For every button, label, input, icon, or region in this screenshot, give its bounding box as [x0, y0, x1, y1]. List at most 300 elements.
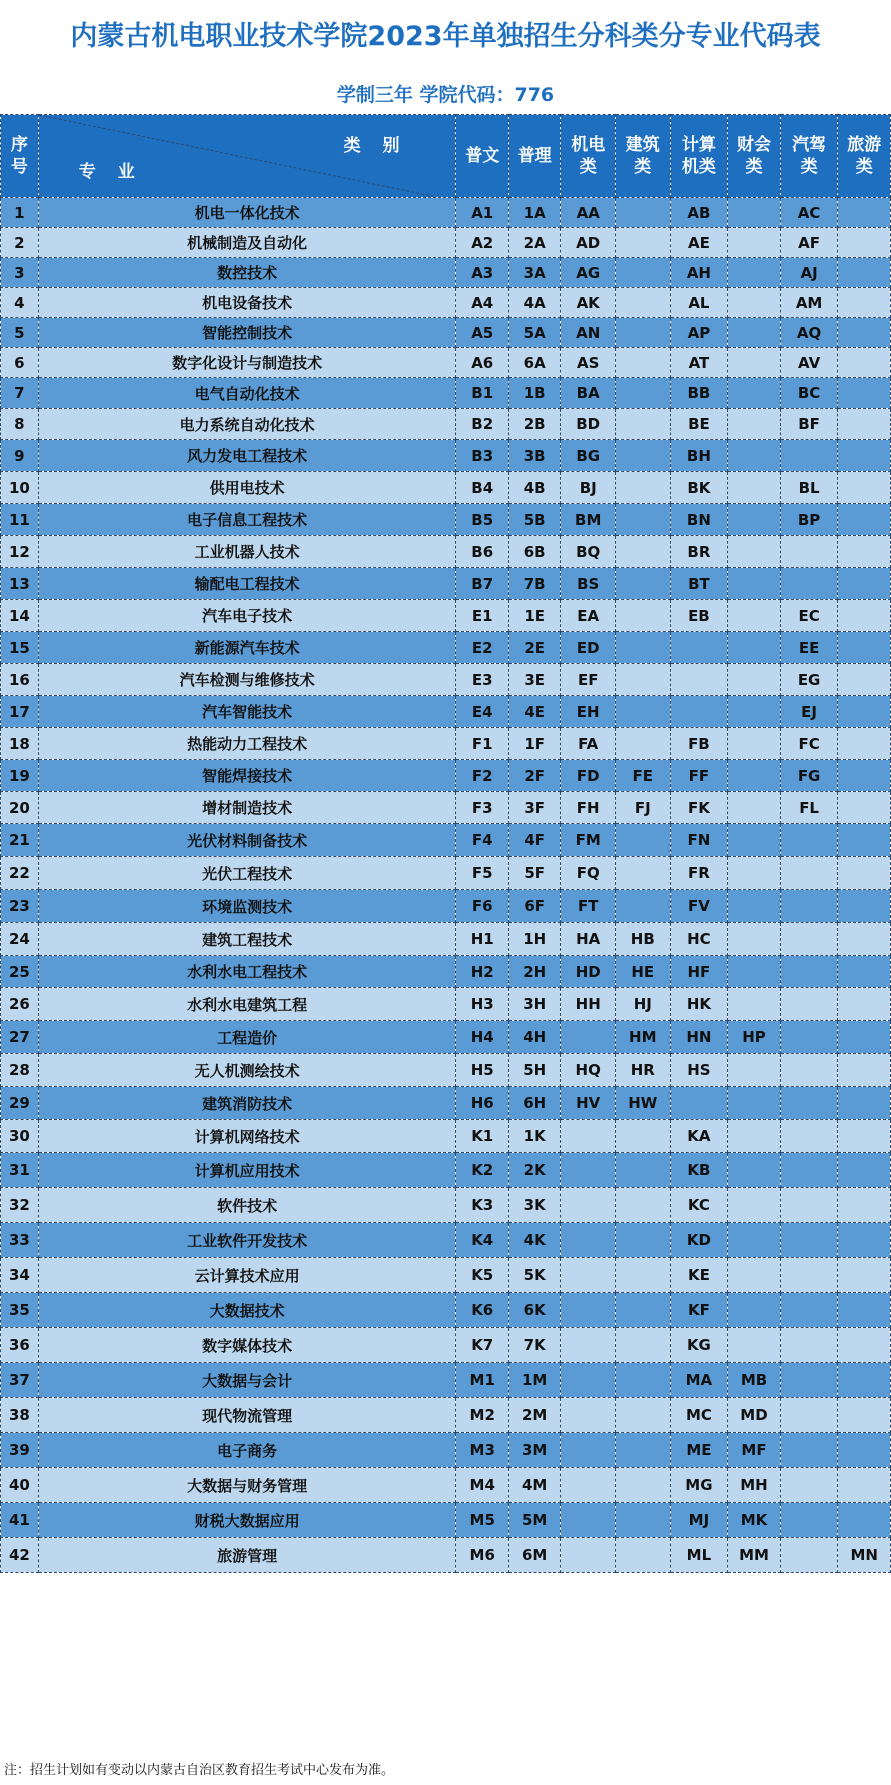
- code-cell: [561, 1328, 616, 1363]
- code-cell: [615, 664, 670, 696]
- row-number: 27: [1, 1021, 39, 1054]
- row-number: 37: [1, 1363, 39, 1398]
- code-cell: M1: [456, 1363, 508, 1398]
- code-cell: [670, 632, 728, 664]
- code-cell: [561, 1223, 616, 1258]
- code-cell: BA: [561, 378, 616, 409]
- row-number: 9: [1, 440, 39, 472]
- code-cell: [728, 536, 780, 568]
- code-cell: [728, 228, 780, 258]
- major-name: 计算机应用技术: [38, 1153, 456, 1188]
- code-cell: BJ: [561, 472, 616, 504]
- code-cell: [838, 956, 891, 988]
- code-cell: 1A: [508, 198, 560, 228]
- code-cell: [615, 409, 670, 440]
- code-cell: [728, 890, 780, 923]
- row-number: 8: [1, 409, 39, 440]
- code-cell: K5: [456, 1258, 508, 1293]
- code-cell: EC: [780, 600, 838, 632]
- code-cell: [838, 760, 891, 792]
- code-cell: H5: [456, 1054, 508, 1087]
- code-cell: [670, 1087, 728, 1120]
- code-cell: [780, 956, 838, 988]
- code-cell: AC: [780, 198, 838, 228]
- code-cell: [728, 696, 780, 728]
- code-cell: EA: [561, 600, 616, 632]
- code-cell: [838, 536, 891, 568]
- table-row: [1, 824, 891, 857]
- code-cell: 4K: [508, 1223, 560, 1258]
- code-cell: A1: [456, 198, 508, 228]
- code-cell: H3: [456, 988, 508, 1021]
- code-cell: [615, 890, 670, 923]
- code-cell: AQ: [780, 318, 838, 348]
- header-col-7: 旅游 类: [838, 115, 891, 198]
- code-cell: [728, 409, 780, 440]
- code-cell: [561, 1468, 616, 1503]
- code-cell: [838, 890, 891, 923]
- table-row: [1, 258, 891, 288]
- code-cell: KA: [670, 1120, 728, 1153]
- row-number: 20: [1, 792, 39, 824]
- code-cell: [728, 1258, 780, 1293]
- row-number: 21: [1, 824, 39, 857]
- code-cell: [615, 536, 670, 568]
- header-col-4: 计算 机类: [670, 115, 728, 198]
- table-row: [1, 696, 891, 728]
- code-cell: BP: [780, 504, 838, 536]
- table-row: [1, 1433, 891, 1468]
- major-name: 电力系统自动化技术: [38, 409, 456, 440]
- row-number: 39: [1, 1433, 39, 1468]
- code-cell: [728, 1087, 780, 1120]
- code-cell: [838, 198, 891, 228]
- code-cell: 5M: [508, 1503, 560, 1538]
- code-cell: [838, 1258, 891, 1293]
- row-number: 12: [1, 536, 39, 568]
- code-cell: [561, 1433, 616, 1468]
- code-cell: [728, 1223, 780, 1258]
- code-cell: EH: [561, 696, 616, 728]
- row-number: 10: [1, 472, 39, 504]
- code-cell: HV: [561, 1087, 616, 1120]
- code-cell: [615, 198, 670, 228]
- code-cell: [728, 378, 780, 409]
- row-number: 38: [1, 1398, 39, 1433]
- code-cell: 6A: [508, 348, 560, 378]
- row-number: 19: [1, 760, 39, 792]
- header-major-label: 专 业: [78, 162, 143, 182]
- code-cell: ML: [670, 1538, 728, 1573]
- major-name: 输配电工程技术: [38, 568, 456, 600]
- code-cell: BG: [561, 440, 616, 472]
- code-cell: [615, 1293, 670, 1328]
- code-cell: [780, 857, 838, 890]
- major-name: 大数据与财务管理: [38, 1468, 456, 1503]
- code-cell: [728, 318, 780, 348]
- table-row: [1, 228, 891, 258]
- code-cell: EJ: [780, 696, 838, 728]
- code-cell: 6B: [508, 536, 560, 568]
- code-cell: H2: [456, 956, 508, 988]
- table-row: [1, 728, 891, 760]
- code-cell: H6: [456, 1087, 508, 1120]
- table-row: [1, 1223, 891, 1258]
- code-cell: [838, 1363, 891, 1398]
- code-cell: MN: [838, 1538, 891, 1573]
- table-row: [1, 378, 891, 409]
- code-cell: [670, 664, 728, 696]
- code-cell: [838, 318, 891, 348]
- code-cell: [615, 1153, 670, 1188]
- code-cell: MG: [670, 1468, 728, 1503]
- code-cell: AS: [561, 348, 616, 378]
- code-cell: 4A: [508, 288, 560, 318]
- row-number: 7: [1, 378, 39, 409]
- major-name: 电子商务: [38, 1433, 456, 1468]
- code-cell: [838, 440, 891, 472]
- code-cell: BS: [561, 568, 616, 600]
- major-name: 电气自动化技术: [38, 378, 456, 409]
- code-cell: A2: [456, 228, 508, 258]
- code-cell: [838, 728, 891, 760]
- code-cell: KE: [670, 1258, 728, 1293]
- code-cell: [780, 1223, 838, 1258]
- code-cell: 4B: [508, 472, 560, 504]
- code-cell: 2K: [508, 1153, 560, 1188]
- major-name: 软件技术: [38, 1188, 456, 1223]
- code-cell: [838, 1153, 891, 1188]
- code-cell: F3: [456, 792, 508, 824]
- code-cell: AH: [670, 258, 728, 288]
- row-number: 16: [1, 664, 39, 696]
- header-col-0: 普文: [456, 115, 508, 198]
- row-number: 30: [1, 1120, 39, 1153]
- row-number: 4: [1, 288, 39, 318]
- code-cell: [838, 288, 891, 318]
- code-cell: MF: [728, 1433, 780, 1468]
- code-cell: [780, 1087, 838, 1120]
- table-row: [1, 988, 891, 1021]
- code-cell: HD: [561, 956, 616, 988]
- code-cell: BL: [780, 472, 838, 504]
- code-cell: [838, 988, 891, 1021]
- code-cell: [838, 824, 891, 857]
- row-number: 29: [1, 1087, 39, 1120]
- code-cell: 5B: [508, 504, 560, 536]
- table-row: [1, 1153, 891, 1188]
- major-name: 光伏工程技术: [38, 857, 456, 890]
- table-header-row: [1, 115, 891, 198]
- code-cell: A5: [456, 318, 508, 348]
- major-name: 新能源汽车技术: [38, 632, 456, 664]
- code-cell: FG: [780, 760, 838, 792]
- code-cell: M3: [456, 1433, 508, 1468]
- code-cell: [780, 1468, 838, 1503]
- row-number: 3: [1, 258, 39, 288]
- code-cell: [838, 1398, 891, 1433]
- code-cell: MA: [670, 1363, 728, 1398]
- code-cell: FN: [670, 824, 728, 857]
- code-cell: [615, 1258, 670, 1293]
- code-cell: [561, 1120, 616, 1153]
- code-cell: 4F: [508, 824, 560, 857]
- code-cell: 3B: [508, 440, 560, 472]
- code-cell: FB: [670, 728, 728, 760]
- table-row: [1, 568, 891, 600]
- code-cell: [615, 728, 670, 760]
- code-cell: 5A: [508, 318, 560, 348]
- code-cell: E2: [456, 632, 508, 664]
- code-cell: [615, 258, 670, 288]
- table-row: [1, 1021, 891, 1054]
- code-cell: HR: [615, 1054, 670, 1087]
- code-cell: FH: [561, 792, 616, 824]
- code-cell: [728, 472, 780, 504]
- table-row: [1, 1468, 891, 1503]
- code-cell: 2A: [508, 228, 560, 258]
- code-cell: [838, 348, 891, 378]
- row-number: 13: [1, 568, 39, 600]
- code-cell: [838, 504, 891, 536]
- major-name: 工业软件开发技术: [38, 1223, 456, 1258]
- code-cell: 5F: [508, 857, 560, 890]
- code-cell: M5: [456, 1503, 508, 1538]
- code-cell: E3: [456, 664, 508, 696]
- code-cell: [561, 1188, 616, 1223]
- code-cell: KC: [670, 1188, 728, 1223]
- major-name: 财税大数据应用: [38, 1503, 456, 1538]
- code-cell: EE: [780, 632, 838, 664]
- major-name: 无人机测绘技术: [38, 1054, 456, 1087]
- code-cell: F6: [456, 890, 508, 923]
- code-cell: [728, 857, 780, 890]
- code-cell: [728, 568, 780, 600]
- code-cell: [728, 632, 780, 664]
- code-cell: 2M: [508, 1398, 560, 1433]
- major-name: 智能控制技术: [38, 318, 456, 348]
- code-cell: HK: [670, 988, 728, 1021]
- row-number: 31: [1, 1153, 39, 1188]
- major-name: 机械制造及自动化: [38, 228, 456, 258]
- code-cell: FT: [561, 890, 616, 923]
- code-cell: [728, 600, 780, 632]
- code-cell: 2E: [508, 632, 560, 664]
- code-cell: FR: [670, 857, 728, 890]
- code-cell: FK: [670, 792, 728, 824]
- code-cell: [561, 1021, 616, 1054]
- code-cell: FM: [561, 824, 616, 857]
- code-cell: AJ: [780, 258, 838, 288]
- header-diagonal-cell: [38, 115, 456, 198]
- code-cell: [615, 632, 670, 664]
- code-cell: [780, 1433, 838, 1468]
- code-cell: [561, 1363, 616, 1398]
- code-cell: FE: [615, 760, 670, 792]
- code-cell: H1: [456, 923, 508, 956]
- table-row: [1, 664, 891, 696]
- code-cell: 4M: [508, 1468, 560, 1503]
- major-name: 机电设备技术: [38, 288, 456, 318]
- code-cell: 1B: [508, 378, 560, 409]
- code-cell: HA: [561, 923, 616, 956]
- code-cell: [728, 923, 780, 956]
- code-cell: EB: [670, 600, 728, 632]
- code-cell: AK: [561, 288, 616, 318]
- table-row: [1, 288, 891, 318]
- major-name: 大数据与会计: [38, 1363, 456, 1398]
- table-row: [1, 1503, 891, 1538]
- major-name: 电子信息工程技术: [38, 504, 456, 536]
- code-cell: [728, 258, 780, 288]
- code-cell: HE: [615, 956, 670, 988]
- code-cell: AB: [670, 198, 728, 228]
- code-cell: [728, 1293, 780, 1328]
- table-row: [1, 890, 891, 923]
- header-col-1: 普理: [508, 115, 560, 198]
- code-cell: BR: [670, 536, 728, 568]
- table-row: [1, 1398, 891, 1433]
- code-cell: AE: [670, 228, 728, 258]
- code-cell: B7: [456, 568, 508, 600]
- code-cell: [670, 696, 728, 728]
- code-cell: BQ: [561, 536, 616, 568]
- code-cell: [615, 824, 670, 857]
- code-cell: [780, 1021, 838, 1054]
- code-cell: [561, 1293, 616, 1328]
- row-number: 23: [1, 890, 39, 923]
- major-name: 工程造价: [38, 1021, 456, 1054]
- code-cell: [728, 760, 780, 792]
- table-row: [1, 1538, 891, 1573]
- code-cell: 7B: [508, 568, 560, 600]
- code-cell: 5H: [508, 1054, 560, 1087]
- code-cell: A4: [456, 288, 508, 318]
- code-cell: [838, 1223, 891, 1258]
- code-cell: M6: [456, 1538, 508, 1573]
- row-number: 35: [1, 1293, 39, 1328]
- code-cell: B4: [456, 472, 508, 504]
- code-cell: [838, 1293, 891, 1328]
- row-number: 34: [1, 1258, 39, 1293]
- table-row: [1, 1328, 891, 1363]
- code-cell: [780, 1293, 838, 1328]
- code-cell: [838, 472, 891, 504]
- code-table: [0, 114, 891, 1573]
- major-name: 增材制造技术: [38, 792, 456, 824]
- row-number: 28: [1, 1054, 39, 1087]
- code-cell: K6: [456, 1293, 508, 1328]
- table-row: [1, 348, 891, 378]
- major-name: 大数据技术: [38, 1293, 456, 1328]
- code-cell: [615, 378, 670, 409]
- code-cell: FL: [780, 792, 838, 824]
- code-cell: [780, 1188, 838, 1223]
- code-cell: 1K: [508, 1120, 560, 1153]
- table-row: [1, 1188, 891, 1223]
- code-cell: [838, 228, 891, 258]
- code-cell: MD: [728, 1398, 780, 1433]
- row-number: 14: [1, 600, 39, 632]
- code-cell: HB: [615, 923, 670, 956]
- code-cell: FC: [780, 728, 838, 760]
- code-cell: BM: [561, 504, 616, 536]
- code-cell: F5: [456, 857, 508, 890]
- code-cell: 1F: [508, 728, 560, 760]
- code-cell: M4: [456, 1468, 508, 1503]
- code-cell: [561, 1503, 616, 1538]
- table-row: [1, 504, 891, 536]
- row-number: 17: [1, 696, 39, 728]
- code-cell: 4E: [508, 696, 560, 728]
- major-name: 数字化设计与制造技术: [38, 348, 456, 378]
- code-cell: F1: [456, 728, 508, 760]
- table-row: [1, 857, 891, 890]
- major-name: 智能焊接技术: [38, 760, 456, 792]
- major-name: 建筑消防技术: [38, 1087, 456, 1120]
- row-number: 24: [1, 923, 39, 956]
- row-number: 22: [1, 857, 39, 890]
- code-cell: HS: [670, 1054, 728, 1087]
- code-cell: [838, 1087, 891, 1120]
- table-row: [1, 1363, 891, 1398]
- code-cell: B3: [456, 440, 508, 472]
- row-number: 42: [1, 1538, 39, 1573]
- table-row: [1, 632, 891, 664]
- code-cell: [615, 472, 670, 504]
- code-cell: [728, 504, 780, 536]
- major-name: 计算机网络技术: [38, 1120, 456, 1153]
- major-name: 建筑工程技术: [38, 923, 456, 956]
- code-cell: [615, 1398, 670, 1433]
- table-row: [1, 1293, 891, 1328]
- code-cell: [728, 348, 780, 378]
- table-row: [1, 600, 891, 632]
- code-cell: [728, 1054, 780, 1087]
- code-cell: MK: [728, 1503, 780, 1538]
- code-cell: FF: [670, 760, 728, 792]
- code-cell: [561, 1538, 616, 1573]
- table-row: [1, 760, 891, 792]
- header-col-3: 建筑 类: [615, 115, 670, 198]
- code-cell: AP: [670, 318, 728, 348]
- code-cell: [780, 1538, 838, 1573]
- major-name: 汽车检测与维修技术: [38, 664, 456, 696]
- code-cell: 5K: [508, 1258, 560, 1293]
- row-number: 11: [1, 504, 39, 536]
- row-number: 5: [1, 318, 39, 348]
- table-row: [1, 1087, 891, 1120]
- table-row: [1, 198, 891, 228]
- code-cell: [615, 1468, 670, 1503]
- major-name: 光伏材料制备技术: [38, 824, 456, 857]
- code-cell: [615, 348, 670, 378]
- code-cell: [838, 1433, 891, 1468]
- code-cell: [838, 1021, 891, 1054]
- row-number: 6: [1, 348, 39, 378]
- code-cell: [780, 824, 838, 857]
- code-cell: [838, 258, 891, 288]
- code-cell: [728, 440, 780, 472]
- header-col-6: 汽驾 类: [780, 115, 838, 198]
- code-cell: [838, 1468, 891, 1503]
- code-cell: HW: [615, 1087, 670, 1120]
- major-name: 数字媒体技术: [38, 1328, 456, 1363]
- major-name: 汽车电子技术: [38, 600, 456, 632]
- code-cell: BH: [670, 440, 728, 472]
- major-name: 数控技术: [38, 258, 456, 288]
- code-cell: [780, 1363, 838, 1398]
